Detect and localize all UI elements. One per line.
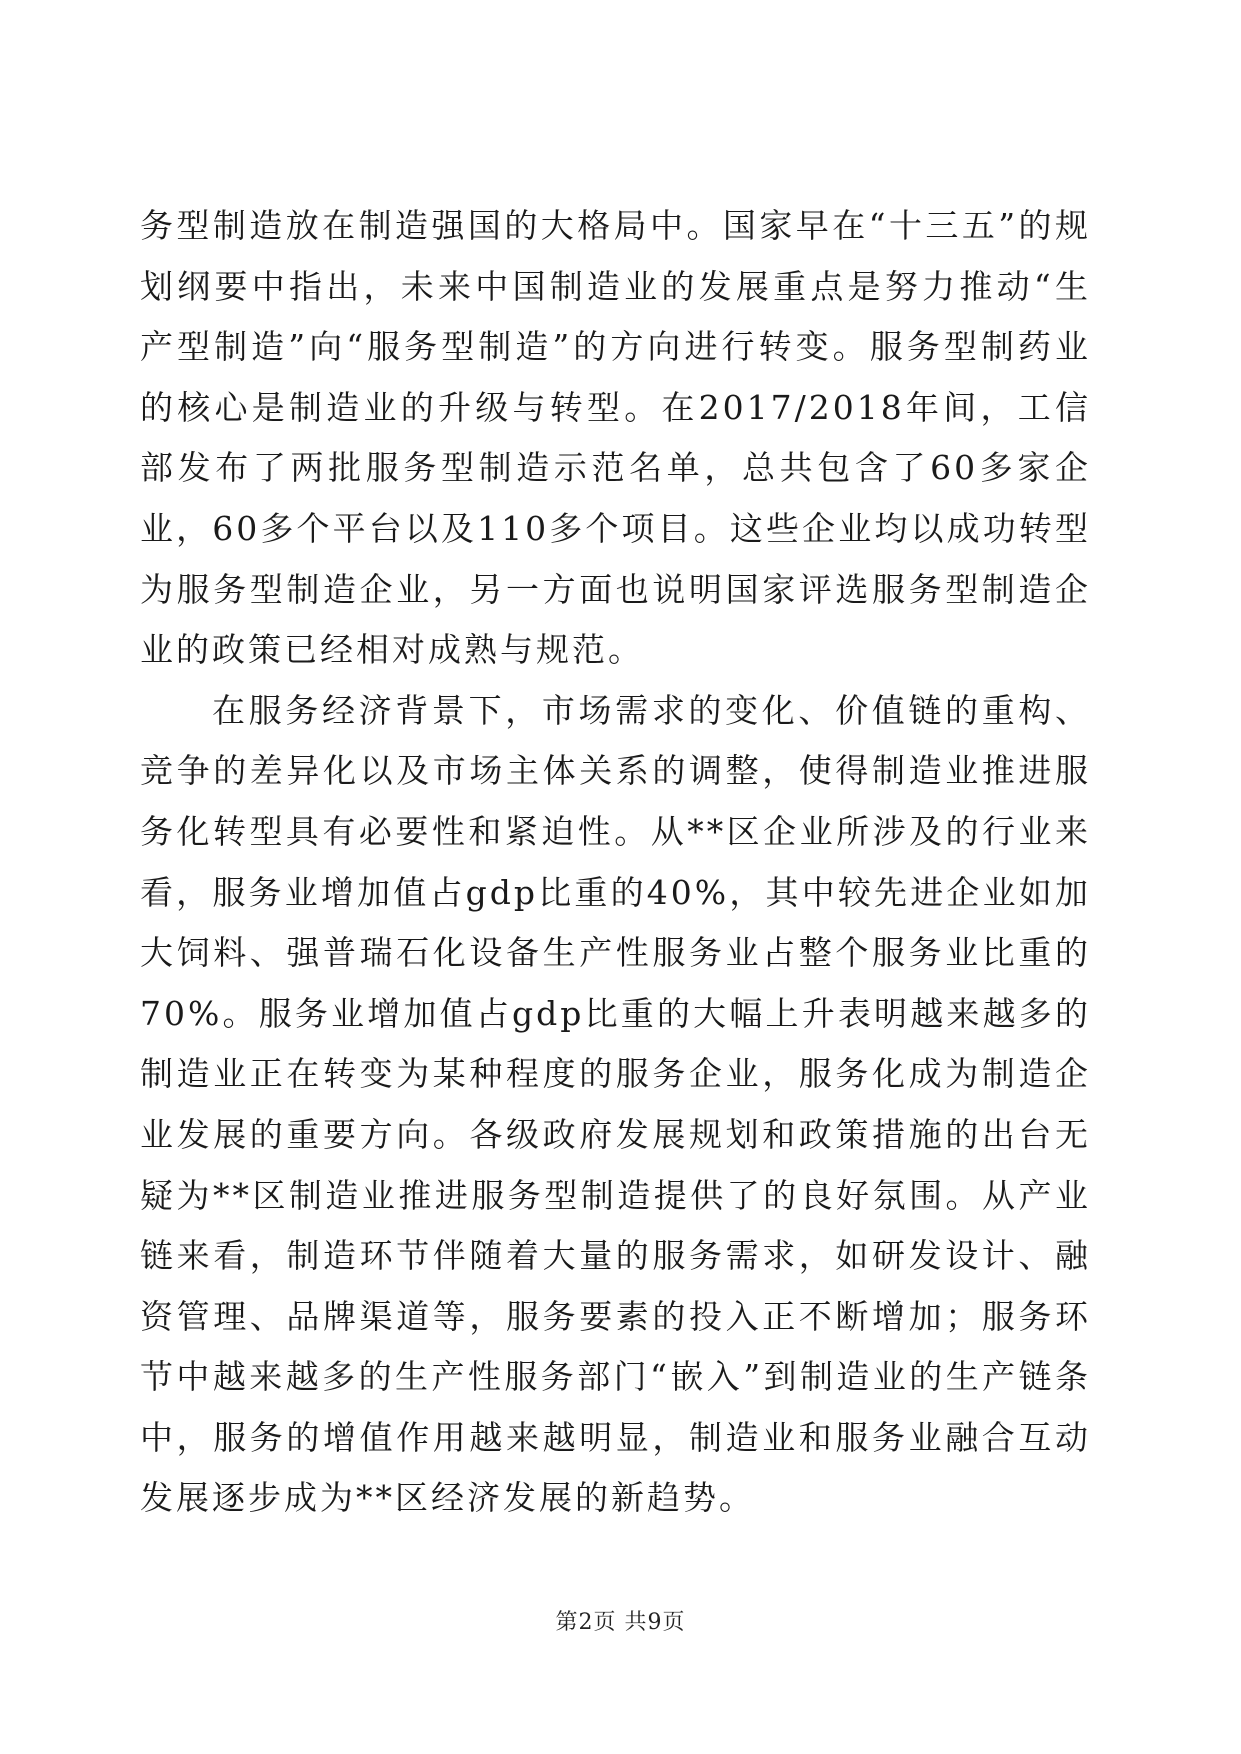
page-number-footer: 第2页 共9页 bbox=[555, 1610, 686, 1635]
document-body bbox=[140, 196, 1091, 1529]
paragraph-service-economy: 在服务经济背景下，市场需求的变化、价值链的重构、竞争的差异化以及市场主体关系的调整，使得制造业推进服务化转型具有必要性和紧迫性。从**区企业所涉及的行业来看，服务业增加值占gdp比重的40%，其中较先进企业如加大饲料、强普瑞石化设备生产性服务业占整个服务业比重的70%。服务业增加值占gdp比重的大幅上升表明越来越多的制造业正在转变为某种程度的服务企业，服务化成为制造企业发展的重要方向。各级政府发展规划和政策措施的出台无疑为**区制造业推进服务型制造提供了的良好氛围。从产业链来看，制造环节伴随着大量的服务需求，如研发设计、融资管理、品牌渠道等，服务要素的投入正不断增加；服务环节中越来越多的生产性服务部门“嵌入”到制造业的生产链条中，服务的增值作用越来越明显，制造业和服务业融合互动发展逐步成为**区经济发展的新趋势。 bbox=[140, 690, 1091, 1518]
paragraph-continued: 务型制造放在制造强国的大格局中。国家早在“十三五”的规划纲要中指出，未来中国制造业的发展重点是努力推动“生产型制造”向“服务型制造”的方向进行转变。服务型制药业的核心是制造业的升级与转型。在2017/2018年间，工信部发布了两批服务型制造示范名单，总共包含了60多家企业，60多个平台以及110多个项目。这些企业均以成功转型为服务型制造企业，另一方面也说明国家评选服务型制造企业的政策已经相对成熟与规范。 bbox=[140, 206, 1091, 670]
